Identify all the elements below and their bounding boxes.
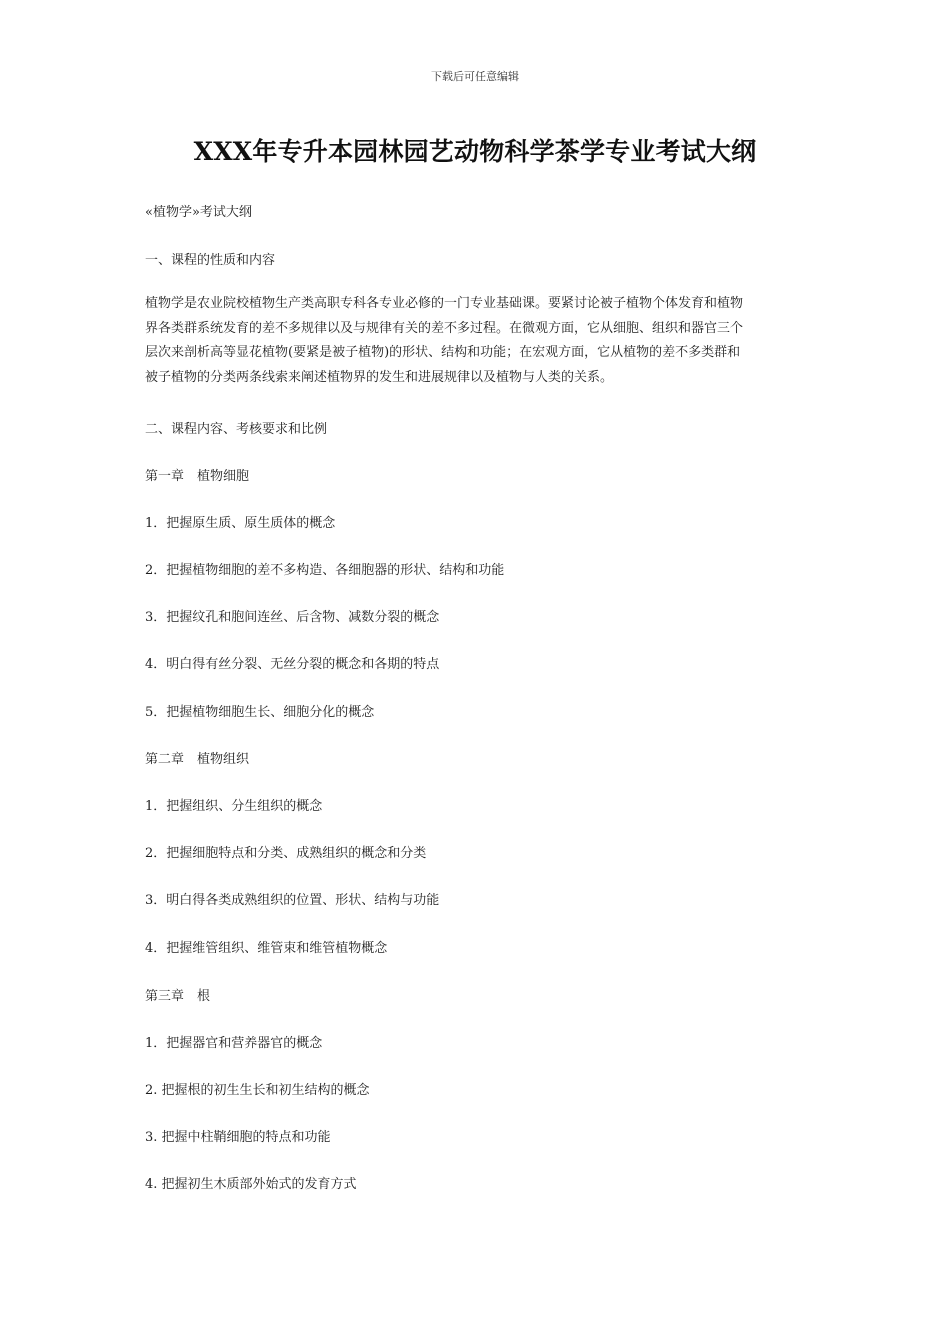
paragraph-line: 层次来剖析高等显花植物(要紧是被子植物)的形状、结构和功能；在宏观方面，它从植物的差不多类群和 — [145, 345, 741, 360]
chapter-heading: 第二章 植物组织 — [145, 752, 250, 767]
list-item: 2. 把握根的初生生长和初生结构的概念 — [145, 1083, 370, 1098]
paragraph-line: 植物学是农业院校植物生产类高职专科各专业必修的一门专业基础课。要紧讨论被子植物个体发育和植物 — [145, 296, 744, 311]
paragraph-line: 界各类群系统发育的差不多规律以及与规律有关的差不多过程。在微观方面，它从细胞、组织和器官三个 — [145, 320, 744, 336]
list-item: 2．把握细胞特点和分类、成熟组织的概念和分类 — [145, 846, 427, 861]
list-item: 4．明白得有丝分裂、无丝分裂的概念和各期的特点 — [145, 657, 440, 672]
list-item: 3. 把握中柱鞘细胞的特点和功能 — [145, 1130, 331, 1145]
list-item: 1．把握原生质、原生质体的概念 — [145, 516, 336, 531]
list-item: 4．把握维管组织、维管束和维管植物概念 — [145, 941, 388, 956]
chapter-heading: 第三章 根 — [145, 989, 211, 1004]
list-item: 3．明白得各类成熟组织的位置、形状、结构与功能 — [145, 893, 440, 908]
paragraph-line: 被子植物的分类两条线索来阐述植物界的发生和进展规律以及植物与人类的关系。 — [145, 369, 614, 385]
section-heading-1: 一、课程的性质和内容 — [145, 253, 276, 268]
list-item: 4. 把握初生木质部外始式的发育方式 — [145, 1177, 357, 1192]
list-item: 5．把握植物细胞生长、细胞分化的概念 — [145, 705, 375, 720]
list-item: 1．把握组织、分生组织的概念 — [145, 799, 323, 814]
list-item: 2．把握植物细胞的差不多构造、各细胞器的形状、结构和功能 — [145, 563, 505, 578]
course-description-paragraph — [145, 292, 807, 390]
header-note: 下载后可任意编辑 — [431, 70, 519, 83]
list-item: 3．把握纹孔和胞间连丝、后含物、减数分裂的概念 — [145, 610, 440, 625]
document-title: XXX年专升本园林园艺动物科学茶学专业考试大纲 — [193, 137, 757, 166]
list-item: 1．把握器官和营养器官的概念 — [145, 1036, 323, 1051]
syllabus-subtitle: «植物学»考试大纲 — [145, 205, 252, 220]
section-heading-2: 二、课程内容、考核要求和比例 — [145, 422, 328, 437]
chapter-heading: 第一章 植物细胞 — [145, 469, 250, 484]
